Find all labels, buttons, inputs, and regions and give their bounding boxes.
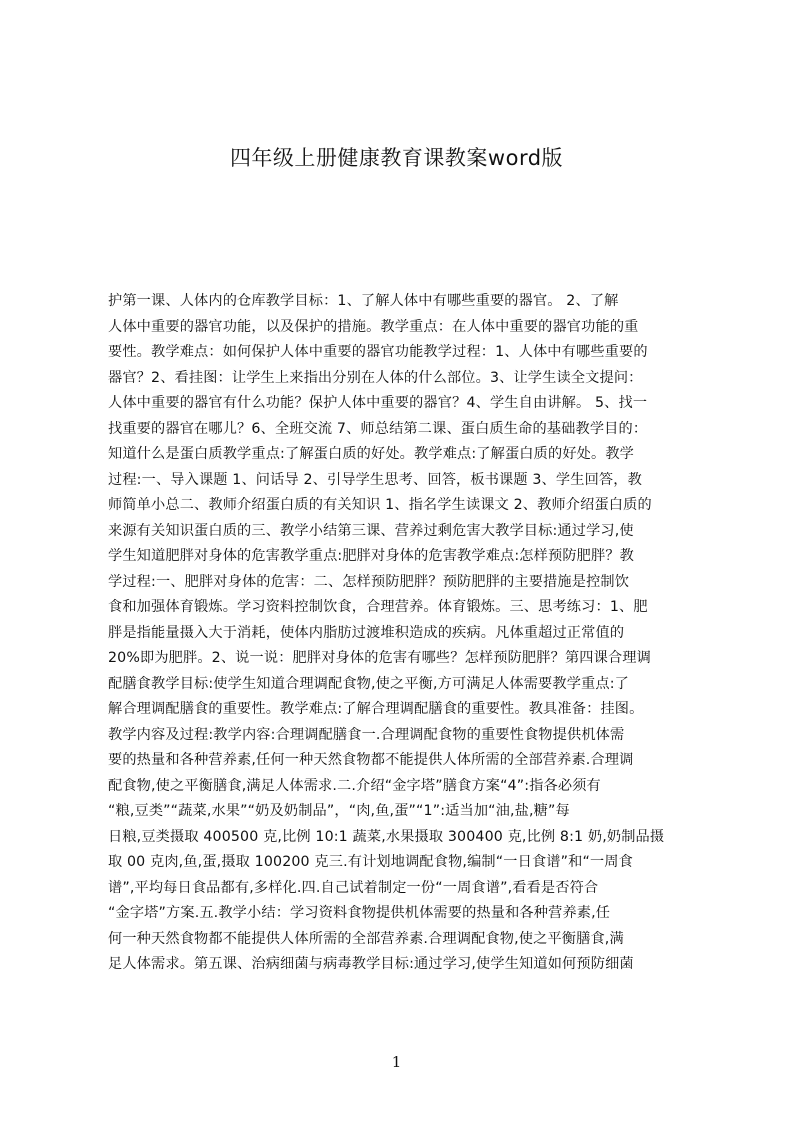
body-line: 配食物,使之平衡膳食,满足人体需求.二.介绍“金字塔”膳食方案“4”:指各必须有 <box>108 777 601 794</box>
document-body <box>108 289 698 978</box>
body-line: 足人体需求。第五课、治病细菌与病毒教学目标:通过学习,使学生知道如何预防细菌 <box>108 956 634 972</box>
body-line: 解合理调配膳食的重要性。教学难点:了解合理调配膳食的重要性。教具准备：挂图。 <box>108 701 644 717</box>
body-line: 师简单小总二、教师介绍蛋白质的有关知识 1、指名学生读课文 2、教师介绍蛋白质的 <box>108 497 652 513</box>
body-line: 要性。教学难点：如何保护人体中重要的器官功能教学过程：1、人体中有哪些重要的 <box>108 344 648 360</box>
body-line: 过程:一、导入课题 1、问话导 2、引导学生思考、回答，板书课题 3、学生回答，教 <box>108 471 642 488</box>
body-line: 20%即为肥胖。2、说一说：肥胖对身体的危害有哪些？怎样预防肥胖？第四课合理调 <box>108 650 651 666</box>
body-line: 找重要的器官在哪儿？6、全班交流 7、师总结第二课、蛋白质生命的基础教学目的： <box>108 420 648 437</box>
body-line: “金字塔”方案.五.教学小结：学习资料食物提供机体需要的热量和各种营养素,任 <box>108 905 611 921</box>
body-line: 学生知道肥胖对身体的危害教学重点:肥胖对身体的危害教学难点:怎样预防肥胖？教 <box>108 548 635 564</box>
body-line: 器官？2、看挂图：让学生上来指出分别在人体的什么部位。3、让学生读全文提问： <box>108 369 643 386</box>
body-line: 取 00 克肉,鱼,蛋,摄取 100200 克三.有计划地调配食物,编制“一日食谱”和“一周食 <box>108 854 633 870</box>
document-title: 四年级上册健康教育课教案word版 <box>229 146 564 170</box>
body-line: 人体中重要的器官功能，以及保护的措施。教学重点：在人体中重要的器官功能的重 <box>108 318 639 335</box>
body-line: 何一种天然食物都不能提供人体所需的全部营养素.合理调配食物,使之平衡膳食,满 <box>108 930 624 947</box>
body-line: 学过程:一、肥胖对身体的危害：二、怎样预防肥胖？预防肥胖的主要措施是控制饮 <box>108 573 630 590</box>
body-line: 胖是指能量摄入大于消耗，使体内脂肪过渡堆积造成的疾病。凡体重超过正常值的 <box>108 624 625 641</box>
body-line: 日粮,豆类摄取 400500 克,比例 10:1 蔬菜,水果摄取 300400 克,比例 8:1 奶,奶制品摄 <box>108 828 665 845</box>
body-line: “粮,豆类”“蔬菜,水果”“奶及奶制品”，“肉,鱼,蛋”“1”:适当加“油,盐,糖”每 <box>108 803 570 819</box>
body-line: 教学内容及过程:教学内容:合理调配膳食一.合理调配食物的重要性食物提供机体需 <box>108 726 625 743</box>
body-line: 人体中重要的器官有什么功能？保护人体中重要的器官？4、学生自由讲解。 5、找一 <box>108 395 648 411</box>
body-line: 来源有关知识蛋白质的三、教学小结第三课、营养过剩危害大教学目标:通过学习,使 <box>108 522 634 539</box>
body-line: 食和加强体育锻炼。学习资料控制饮食，合理营养。体育锻炼。三、思考练习：1、肥 <box>108 599 648 615</box>
page-number: 1 <box>391 1053 402 1071</box>
body-line: 知道什么是蛋白质教学重点:了解蛋白质的好处。教学难点:了解蛋白质的好处。教学 <box>108 446 635 462</box>
body-line: 谱”,平均每日食品都有,多样化.四.自己试着制定一份“一周食谱”,看看是否符合 <box>108 879 599 896</box>
body-line: 要的热量和各种营养素,任何一种天然食物都不能提供人体所需的全部营养素.合理调 <box>108 752 634 768</box>
body-line: 配膳食教学目标:使学生知道合理调配食物,使之平衡,方可满足人体需要教学重点:了 <box>108 675 629 692</box>
body-line: 护第一课、人体内的仓库教学目标：1、了解人体中有哪些重要的器官。 2、了解 <box>108 293 619 309</box>
